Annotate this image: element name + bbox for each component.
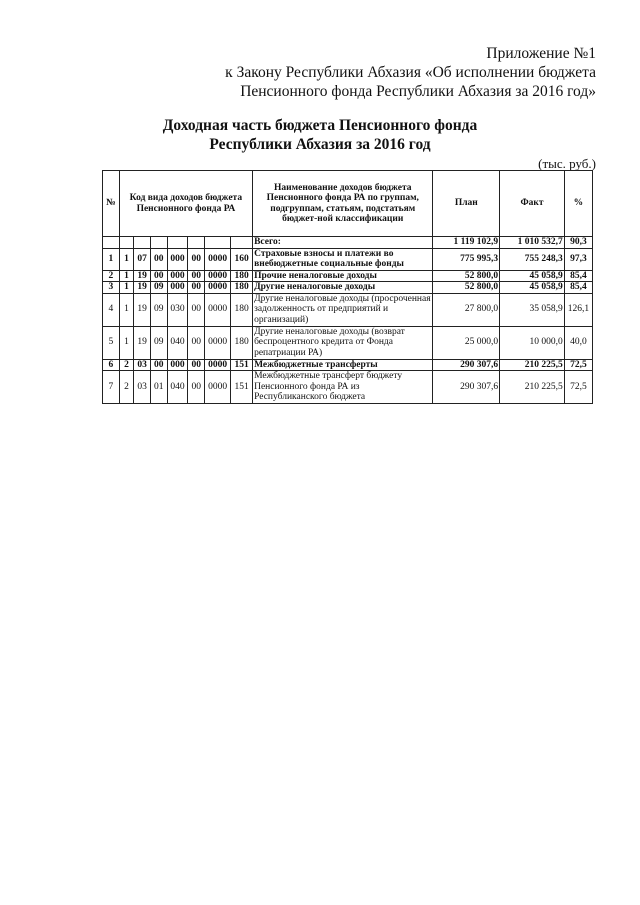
code-part: 000 <box>167 270 188 282</box>
row-plan: 290 307,6 <box>433 371 500 404</box>
row-no: 7 <box>103 371 120 404</box>
table-row <box>103 293 593 326</box>
row-no: 1 <box>103 248 120 270</box>
code-part: 00 <box>188 359 205 371</box>
code-part: 151 <box>231 371 253 404</box>
table-row <box>103 270 593 282</box>
row-pct: 126,1 <box>564 293 592 326</box>
col-header-name: Наименование доходов бюджета Пенсионного фонда РА по группам, подгруппам, статьям, подстатьям бюджет-ной классификации <box>253 171 433 237</box>
code-part: 1 <box>119 270 134 282</box>
row-plan: 775 995,3 <box>433 248 500 270</box>
table-row <box>103 282 593 294</box>
code-part: 2 <box>119 371 134 404</box>
code-part: 00 <box>188 293 205 326</box>
annex-line-2: к Закону Республики Абхазия «Об исполнении бюджета <box>225 64 596 81</box>
row-name: Межбюджетные трансферты <box>253 359 433 371</box>
code-part: 0000 <box>205 282 231 294</box>
code-part: 00 <box>150 248 167 270</box>
code-part: 1 <box>119 293 134 326</box>
title-line-1: Доходная часть бюджета Пенсионного фонда <box>162 117 478 134</box>
code-part: 00 <box>150 359 167 371</box>
code-part: 09 <box>150 326 167 359</box>
code-part: 0000 <box>205 326 231 359</box>
row-plan: 27 800,0 <box>433 293 500 326</box>
table-row <box>103 326 593 359</box>
code-part: 00 <box>188 270 205 282</box>
col-header-fact: Факт <box>500 171 565 237</box>
row-plan: 25 000,0 <box>433 326 500 359</box>
code-part: 000 <box>167 248 188 270</box>
code-part: 09 <box>150 282 167 294</box>
code-part: 00 <box>188 371 205 404</box>
code-part: 0000 <box>205 293 231 326</box>
code-part: 2 <box>119 359 134 371</box>
code-part: 00 <box>188 282 205 294</box>
code-part: 03 <box>134 371 151 404</box>
row-fact: 755 248,3 <box>500 248 565 270</box>
code-part: 09 <box>150 293 167 326</box>
row-fact: 45 058,9 <box>500 270 565 282</box>
table-row <box>103 359 593 371</box>
code-part: 07 <box>134 248 151 270</box>
code-part: 040 <box>167 326 188 359</box>
row-plan: 290 307,6 <box>433 359 500 371</box>
code-part: 040 <box>167 371 188 404</box>
col-header-no: № <box>103 171 120 237</box>
code-part: 19 <box>134 326 151 359</box>
code-part: 19 <box>134 270 151 282</box>
row-pct: 72,5 <box>564 371 592 404</box>
code-part: 1 <box>119 326 134 359</box>
row-no: 5 <box>103 326 120 359</box>
code-part: 180 <box>231 326 253 359</box>
row-pct: 85,4 <box>564 282 592 294</box>
row-no: 3 <box>103 282 120 294</box>
code-part: 1 <box>119 248 134 270</box>
row-name: Межбюджетные трансферт бюджету Пенсионного фонда РА из Республиканского бюджета <box>253 371 433 404</box>
row-name: Страховые взносы и платежи во внебюджетные социальные фонды <box>253 248 433 270</box>
table-row <box>103 248 593 270</box>
code-part: 180 <box>231 282 253 294</box>
code-part: 19 <box>134 293 151 326</box>
code-part: 00 <box>150 270 167 282</box>
code-part: 00 <box>188 248 205 270</box>
row-name: Прочие неналоговые доходы <box>253 270 433 282</box>
code-part: 0000 <box>205 270 231 282</box>
col-header-code: Код вида доходов бюджета Пенсионного фонда РА <box>119 171 252 237</box>
row-fact: 10 000,0 <box>500 326 565 359</box>
code-part: 0000 <box>205 371 231 404</box>
revenue-table <box>102 170 593 404</box>
code-part: 000 <box>167 282 188 294</box>
units-label: (тыс. руб.) <box>538 156 596 171</box>
row-pct: 72,5 <box>564 359 592 371</box>
code-part: 19 <box>134 282 151 294</box>
row-name: Другие неналоговые доходы (возврат беспроцентного кредита от Фонда репатриации РА) <box>253 326 433 359</box>
code-part: 151 <box>231 359 253 371</box>
row-fact: 35 058,9 <box>500 293 565 326</box>
table-row <box>103 371 593 404</box>
row-no: 6 <box>103 359 120 371</box>
title-line-2: Республики Абхазия за 2016 год <box>209 136 431 153</box>
row-plan: 52 800,0 <box>433 282 500 294</box>
annex-line-1: Приложение №1 <box>486 45 596 62</box>
row-pct: 97,3 <box>564 248 592 270</box>
total-plan: 1 119 102,9 <box>433 237 500 249</box>
document-title <box>0 116 640 154</box>
row-name: Другие неналоговые доходы (просроченная задолженность от предприятий и организаций) <box>253 293 433 326</box>
row-pct: 85,4 <box>564 270 592 282</box>
row-fact: 210 225,5 <box>500 359 565 371</box>
code-part: 180 <box>231 293 253 326</box>
col-header-pct: % <box>564 171 592 237</box>
code-part: 00 <box>188 326 205 359</box>
total-pct: 90,3 <box>564 237 592 249</box>
code-part: 160 <box>231 248 253 270</box>
code-part: 000 <box>167 359 188 371</box>
row-pct: 40,0 <box>564 326 592 359</box>
code-part: 0000 <box>205 359 231 371</box>
annex-header <box>225 44 596 101</box>
row-no: 2 <box>103 270 120 282</box>
code-part: 180 <box>231 270 253 282</box>
row-fact: 45 058,9 <box>500 282 565 294</box>
row-name: Другие неналоговые доходы <box>253 282 433 294</box>
row-plan: 52 800,0 <box>433 270 500 282</box>
code-part: 030 <box>167 293 188 326</box>
total-row <box>103 237 593 249</box>
row-no: 4 <box>103 293 120 326</box>
code-part: 03 <box>134 359 151 371</box>
code-part: 0000 <box>205 248 231 270</box>
total-fact: 1 010 532,7 <box>500 237 565 249</box>
annex-line-3: Пенсионного фонда Республики Абхазия за 2016 год» <box>240 83 596 100</box>
code-part: 01 <box>150 371 167 404</box>
code-part: 1 <box>119 282 134 294</box>
table-header-row <box>103 171 593 237</box>
total-name: Всего: <box>253 237 433 249</box>
row-fact: 210 225,5 <box>500 371 565 404</box>
col-header-plan: План <box>433 171 500 237</box>
